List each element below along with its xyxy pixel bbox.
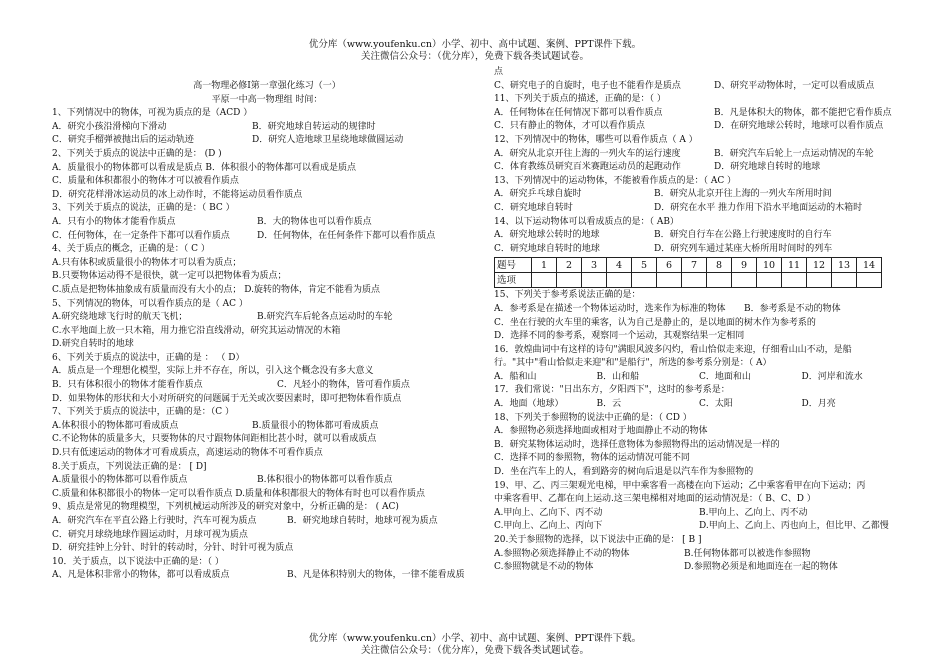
answer-table [494, 257, 882, 288]
q11-option-c: C．只有静止的物体，才可以看作质点 [494, 121, 645, 132]
q6-option-d: D．如果物体的形状和大小对所研究的问题属于无关或次要因素时，即可把物体看作质点 [52, 393, 402, 404]
page-header [0, 39, 950, 63]
right-column [494, 66, 904, 575]
q14-option-c: C．研究地球自转时的地球 [494, 243, 600, 254]
q6-options-bc [52, 379, 482, 393]
answer-cell [782, 273, 807, 288]
q8-option-b: B.体积很小的物体都可以看作质点 [257, 475, 393, 486]
q3-option-d: D．任何物体，在任何条件下都可以看作质点 [257, 230, 436, 241]
q17: 17．我们常说："日出东方，夕阳西下"，这时的参考系是： [494, 385, 730, 396]
q14: 14、以下运动物体可以看成质点的是：（ AB） [494, 216, 679, 227]
q16-continued: 行。"其中"看山恰似走来迎"和"是船行"，所选的参考系分别是：（ A） [494, 358, 772, 369]
q8-option-a: A.质量很小的物体都可以看作质点 [52, 475, 188, 486]
q20: 20.关于参照物的选择，以下说法中正确的是： [ B ] [494, 535, 702, 545]
q19-options-cd [494, 520, 904, 534]
q2-option-d: D．研究花样滑冰运动员的冰上动作时，不能将运动员看作质点 [52, 189, 303, 200]
q20-option-d: D.参照物必须是和地面连在一起的物体 [684, 562, 838, 573]
q1-option-a: A．研究小孩沿滑梯向下滑动 [52, 121, 167, 132]
q14-options-ab [494, 229, 904, 243]
q19-options-ab [494, 507, 904, 521]
answer-cell [732, 273, 757, 288]
q11-option-a: A．任何物体在任何情况下都可以看作质点 [494, 107, 663, 118]
answer-cell [832, 273, 857, 288]
q20-options-ab [494, 548, 904, 562]
q3-option-a: A．只有小的物体才能看作质点 [52, 216, 176, 227]
q10-continued: 点 [494, 67, 504, 77]
answer-cell [807, 273, 832, 288]
q1: 1、下列情况中的物体，可视为质点的是（ACD ） [52, 108, 253, 119]
q14-option-d: D．研究列车通过某座大桥所用时间时的列车 [654, 243, 833, 254]
q20-option-a: A.参照物必须选择静止不动的物体 [494, 548, 630, 559]
footer-line-2: 关注微信公众号：（优分库），免费下载各类试题试卷。 [360, 645, 589, 656]
footer-line-1: 优分库（www.youfenku.cn）小学、初中、高中试题、案例、PPT课件下载。 [308, 633, 642, 644]
header-line-1: 优分库（www.youfenku.cn）小学、初中、高中试题、案例、PPT课件下载。 [308, 39, 642, 50]
q4-options-cd: C.质点是把物体抽象成有质量而没有大小的点； D.旋转的物体，肯定不能看为质点 [52, 284, 381, 295]
q6-option-c: C．凡轻小的物体，皆可看作质点 [277, 380, 410, 391]
answer-number: 1 [532, 258, 557, 273]
q17-option-c: C．太阳 [699, 399, 733, 410]
q9: 9、质点是常见的物理模型，下列机械运动所涉及的研究对象中，分析正确的是： ( AC) [52, 502, 399, 513]
q11-option-d: D．在研究地球公转时，地球可以看作质点 [714, 121, 884, 132]
q17-option-d: D．月亮 [801, 399, 836, 410]
q3: 3、下列关于质点的说法，正确的是：（ BC ） [52, 203, 235, 214]
q9-option-b: B．研究地球自转时，地球可视为质点 [287, 516, 438, 526]
q16: 16．敦煌曲词中有这样的诗句"满眼风波多闪灼，看山恰似走来迎，仔细看山山不动，是船 [494, 344, 852, 355]
q10-option-c: C、研究电子的自旋时，电子也不能看作是质点 [494, 80, 681, 91]
q1-options-ab [52, 121, 482, 135]
left-column [52, 80, 482, 583]
q13-options-ab [494, 188, 904, 202]
q5-option-a: A.研究绕地球飞行时的航天飞机； [52, 312, 188, 323]
q15-option-d: D．选择不同的参考系，观察同一个运动，其观察结果一定相同 [494, 331, 745, 342]
answer-cell [757, 273, 782, 288]
q6-option-a: A．质点是一个理想化模型，实际上并不存在，所以，引入这个概念没有多大意义 [52, 366, 374, 377]
q12-options-ab [494, 148, 904, 162]
q15-option-b: B．参考系是不动的物体 [744, 303, 841, 314]
q16-option-c: C．地面和山 [699, 371, 751, 382]
q12-options-cd [494, 161, 904, 175]
q7-options-ab [52, 420, 482, 434]
q7-option-a: A.体积很小的物体都可看成质点 [52, 420, 179, 431]
q8: 8.关于质点，下列说法正确的是： [ D] [52, 461, 207, 472]
answer-table-option-row [495, 273, 882, 288]
q13-option-a: A．研究乒乓球自旋时 [494, 189, 582, 200]
q12-option-c: C．体育教练员研究百米赛跑运动员的起跑动作 [494, 162, 681, 173]
answer-number: 6 [657, 258, 682, 273]
q1-option-b: B．研究地球自转运动的规律时 [252, 121, 376, 132]
q7-option-b: B.质量很小的物体都可看成质点 [252, 420, 379, 431]
q10-option-b: B、凡是体积特别大的物体，一律不能看成质 [287, 570, 465, 581]
q13-option-b: B．研究从北京开往上海的一列火车所用时间 [654, 189, 832, 200]
q10-options-cd [494, 80, 904, 94]
q4-option-b: B.只要物体运动得不是很快，就一定可以把物体看为质点； [52, 271, 287, 282]
q20-option-c: C.参照物就是不动的物体 [494, 562, 594, 573]
q19-option-a: A.甲向上、乙向下、丙不动 [494, 507, 603, 518]
answer-cell [632, 273, 657, 288]
q7-option-c: C.不论物体的质量多大，只要物体的尺寸跟物体间距相比甚小时，就可以看成质点 [52, 434, 377, 445]
q5: 5、下列情况的物体，可以看作质点的是（ AC ） [52, 298, 248, 309]
answer-cell [607, 273, 632, 288]
q11-options-ab [494, 107, 904, 121]
q16-option-d: D．河岸和流水 [801, 371, 863, 382]
q18-option-c: C．选择不同的参照物，物体的运动情况可能不同 [494, 453, 690, 464]
q10-options-ab [52, 569, 482, 583]
q19-option-d: D.甲向上、乙向上、丙也向上，但比甲、乙都慢 [699, 521, 889, 532]
q1-option-d: D．研究人造地球卫星绕地球做圆运动 [252, 135, 404, 146]
q2-option-c: C．质量和体积都很小的物体才可以被看作质点 [52, 176, 239, 187]
q16-option-a: A．船和山 [494, 371, 537, 382]
answer-cell [682, 273, 707, 288]
q13: 13、下列情况中的运动物体，不能被看作质点的是：（ AC ） [494, 175, 737, 186]
q4-option-a: A.只有体积或质量很小的物体才可以看为质点； [52, 257, 242, 268]
q11-option-b: B．凡是体积大的物体，都不能把它看作质点 [714, 107, 892, 118]
answer-number: 12 [807, 258, 832, 273]
answer-number: 10 [757, 258, 782, 273]
q17-option-b: B．云 [596, 399, 622, 410]
answer-cell [857, 273, 882, 288]
q16-options [494, 371, 904, 385]
q17-options [494, 398, 904, 412]
answer-number: 2 [557, 258, 582, 273]
q10-option-a: A、凡是体积非常小的物体，都可以看成质点 [52, 570, 230, 581]
q5-option-b: B.研究汽车后轮各点运动时的车轮 [257, 312, 393, 323]
q4: 4、关于质点的概念，正确的是：（ C ） [52, 244, 210, 255]
q12-option-b: B．研究汽车后轮上一点运动情况的车轮 [714, 148, 874, 159]
q12-option-d: D．研究地球自转时的地球 [714, 162, 821, 173]
answer-number: 9 [732, 258, 757, 273]
answer-number: 13 [832, 258, 857, 273]
q9-option-d: D．研究挂钟上分针、时针的转动时，分针、时针可视为质点 [52, 543, 294, 554]
answer-number: 3 [582, 258, 607, 273]
answer-number: 14 [857, 258, 882, 273]
q18: 18、下列关于参照物的说法中正确的是：（ CD ） [494, 412, 692, 423]
q19: 19、甲、乙、丙三架观光电梯，甲中乘客看一高楼在向下运动；乙中乘客看甲在向下运动；丙 [494, 480, 866, 491]
header-line-2: 关注微信公众号：（优分库），免费下载各类试题试卷。 [360, 51, 589, 62]
q15: 15、下列关于参考系说法正确的是： [494, 290, 641, 301]
q9-options-ab [52, 515, 482, 529]
exam-title: 高一物理必修Ⅰ第一章强化练习（一） [193, 81, 341, 91]
q13-option-c: C．研究地球自转时 [494, 202, 573, 213]
q16-option-b: B．山和船 [596, 371, 640, 382]
q9-option-c: C．研究月球绕地球作圆运动时，月球可视为质点 [52, 529, 248, 540]
q2-options-ab: A．质量很小的物体都可以看成是质点 B．体积很小的物体都可以看成是质点 [52, 162, 356, 173]
q19-continued: 中乘客看甲、乙都在向上运动.这三架电梯相对地面的运动情况是：（ B、C、D ） [494, 494, 816, 505]
q5-option-c: C.水平地面上放一只木箱，用力推它沿直线滑动，研究其运动情况的木箱 [52, 325, 341, 336]
q19-option-b: B.甲向上、乙向上、丙不动 [699, 507, 808, 518]
q3-option-c: C．任何物体，在一定条件下都可以看作质点 [52, 230, 230, 241]
answer-number: 7 [682, 258, 707, 273]
q3-options-cd [52, 230, 482, 244]
answer-cell [532, 273, 557, 288]
q15-option-a: A．参考系是在描述一个物体运动时，选来作为标准的物体 [494, 303, 726, 314]
q10: 10．关于质点，以下说法中正确的是：（ ） [52, 556, 224, 567]
q13-option-d: D．研究在水平 推力作用下沿水平地面运动的木箱时 [654, 202, 863, 213]
q9-option-a: A．研究汽车在平直公路上行驶时，汽车可视为质点 [52, 516, 257, 526]
q14-options-cd [494, 243, 904, 257]
q15-options-ab [494, 303, 904, 317]
answer-table-number-label: 题号 [495, 258, 532, 273]
q12-option-a: A．研究从北京开往上海的一列火车的运行速度 [494, 148, 681, 159]
q14-option-a: A．研究地球公转时的地球 [494, 230, 600, 241]
page-footer [0, 633, 950, 657]
q12: 12、下列情况中的物体，哪些可以看作质点（ A ） [494, 134, 698, 145]
q5-options-ab [52, 311, 482, 325]
q1-options-cd [52, 134, 482, 148]
q11: 11、下列关于质点的描述，正确的是：（ ） [494, 94, 666, 105]
q17-option-a: A．地面（地球） [494, 399, 564, 410]
q1-option-c: C．研究手榴弹被抛出后的运动轨迹 [52, 135, 194, 146]
q5-option-d: D.研究自转时的地球 [52, 339, 134, 350]
answer-number: 11 [782, 258, 807, 273]
q18-option-b: B．研究某物体运动时，选择任意物体为参照物得出的运动情况是一样的 [494, 439, 780, 450]
q18-option-a: A．参照物必须选择地面或相对于地面静止不动的物体 [494, 426, 708, 437]
q8-options-ab [52, 474, 482, 488]
q20-option-b: B.任何物体都可以被选作参照物 [684, 548, 811, 559]
answer-cell [557, 273, 582, 288]
q3-option-b: B．大的物体也可以看作质点 [257, 216, 372, 227]
q19-option-c: C.甲向上、乙向上、丙向下 [494, 521, 603, 532]
q10-option-d: D、研究平动物体时，一定可以看成质点 [714, 80, 875, 91]
exam-author: 平原一中高一物理组 时间： [211, 94, 323, 105]
q13-options-cd [494, 202, 904, 216]
q20-options-cd [494, 561, 904, 575]
answer-cell [582, 273, 607, 288]
q8-options-cd: C.质量和体积都很小的物体一定可以看作质点 D.质量和体积都很大的物体有时也可以看作质点 [52, 488, 426, 499]
answer-number: 5 [632, 258, 657, 273]
answer-cell [657, 273, 682, 288]
q11-options-cd [494, 120, 904, 134]
q7: 7、下列关于质点的说法中，正确的是：（C ） [52, 407, 234, 418]
q7-option-d: D.只有低速运动的物体才可看成质点，高速运动的物体不可看作质点 [52, 448, 323, 459]
q18-option-d: D．坐在汽车上的人，看到路旁的树向后退是以汽车作为参照物的 [494, 467, 754, 478]
q2: 2、下列关于质点的说法中正确的是： (D ) [52, 148, 222, 159]
q3-options-ab [52, 216, 482, 230]
q15-option-c: C．坐在行驶的火车里的乘客，认为自己是静止的，是以地面的树木作为参考系的 [494, 317, 816, 328]
q14-option-b: B．研究自行车在公路上行驶速度时的自行车 [654, 230, 832, 241]
answer-number: 8 [707, 258, 732, 273]
answer-cell [707, 273, 732, 288]
q6-option-b: B．只有体积很小的物体才能看作质点 [52, 380, 203, 391]
q6: 6、下列关于质点的说法中，正确的是 ： （ D） [52, 352, 245, 363]
answer-table-number-row [495, 258, 882, 273]
answer-number: 4 [607, 258, 632, 273]
answer-table-option-label: 选项 [495, 273, 532, 288]
